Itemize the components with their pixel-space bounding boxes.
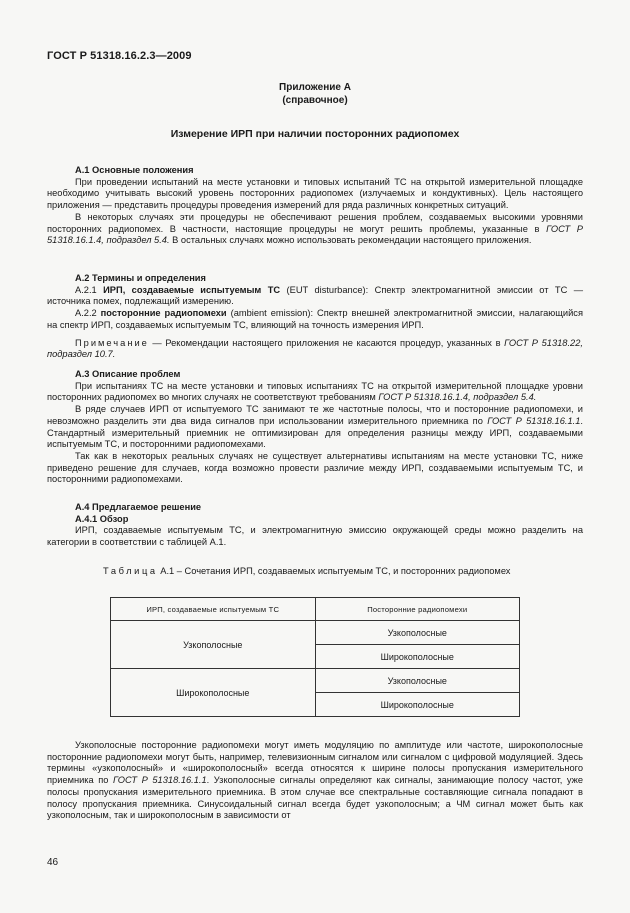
- section-heading: А.3 Описание проблем: [75, 369, 181, 379]
- table-cell: Узкополосные: [111, 621, 316, 669]
- table-caption: Таблица А.1 – Сочетания ИРП, создаваемых испытуемым ТС, и посторонних радиопомех: [103, 566, 511, 576]
- table-cell: Узкополосные: [315, 621, 520, 645]
- appendix-label: Приложение А: [279, 82, 351, 93]
- definition: А.2.2 посторонние радиопомехи (ambient emission): Спектр внешней электромагнитной эмиссии, налагающийся на спектр ИРП, создаваемых испытуемым ТС, влияющий на точность измерения ИРП.: [47, 308, 583, 330]
- section-heading: А.4 Предлагаемое решение: [75, 502, 202, 512]
- paragraph: ИРП, создаваемые испытуемым ТС, и электромагнитную эмиссию окружающей среды можно разделить на категории в соответствии с таблицей А.1.: [47, 525, 583, 548]
- reference: ГОСТ Р 51318.16.1.4, подраздел 5.4.: [378, 392, 537, 403]
- paragraph: В ряде случаев ИРП от испытуемого ТС занимают те же частотные полосы, что и посторонние радиопомехи, и невозможно разделить эти два вида сигналов при использовании измерительного приемника по ГОСТ Р 51318.16.1.1. Стандартный измерительный приемник не оптимизирован для определения разницы между ИРП, создаваемыми испытуемым ТС, и посторонними радиопомехами.: [47, 404, 583, 450]
- paragraph: Узкополосные посторонние радиопомехи могут иметь модуляцию по амплитуде или частоте, широкополосные посторонние радиопомехи могут быть, например, телевизионным сигналом или сигналом с цифровой модуляцией. Здесь термины «узкополосный» и «широкополосный» всегда относятся к ширине полосы пропускания измерительного приемника по ГОСТ Р 51318.16.1.1. Узкополосные сигналы определяют как сигналы, занимающие полосу частот, уже полосы пропускания измерительного приемника. В этом случае все спектральные составляющие сигнала попадают в полосу пропускания приемника. Синусоидальный сигнал всегда будет узкополосным; а ЧМ сигнал может быть как узкополосным, так и широкополосным в зависимости от: [47, 740, 584, 821]
- appendix-status: (справочное): [282, 95, 348, 106]
- note: Примечание — Рекомендации настоящего приложения не касаются процедур, указанных в ГОСТ Р 51318.22, подраздел 10.7.: [47, 337, 583, 360]
- standard-code: ГОСТ Р 51318.16.2.3—2009: [47, 50, 192, 62]
- reference: ГОСТ Р 51318.16.1.1: [113, 775, 207, 786]
- reference: ГОСТ Р 51318.16.1.4, подраздел 5.4.: [47, 223, 583, 246]
- term: посторонние радиопомехи: [100, 308, 227, 319]
- paragraph: Так как в некоторых реальных случаях не существует альтернативы испытаниям на месте установки ТС, ниже приведено решение для случаев, когда возможно провести различие между ИРП, создаваемыми испытуемым ТС, и посторонними радиопомехами.: [47, 450, 583, 485]
- definition: А.2.1 ИРП, создаваемые испытуемым ТС (EUT disturbance): Спектр электромагнитной эмиссии от ТС — источника помех, подлежащий измерению.: [47, 284, 584, 307]
- table-cell: Широкополосные: [315, 693, 520, 717]
- table-a1: [110, 597, 520, 717]
- section-a4: [47, 502, 583, 549]
- paragraph: При проведении испытаний на месте установки и типовых испытаний ТС на открытой измерительной площадке необходимо учитывать высокий уровень посторонних радиопомех (излучаемых и кондуктивных). Цель настоящего приложения — представить процедуры проведения измерений для ряда различных конкретных ситуаций.: [47, 176, 583, 211]
- final-paragraph-block: [47, 740, 583, 822]
- section-a2: [47, 273, 583, 361]
- table-cell: Узкополосные: [315, 669, 520, 693]
- table-cell: Широкополосные: [111, 669, 316, 717]
- reference: ГОСТ Р 51318.16.1.1: [487, 415, 581, 426]
- appendix-title: Измерение ИРП при наличии посторонних радиопомех: [170, 128, 460, 140]
- section-heading: А.1 Основные положения: [75, 165, 194, 175]
- column-header: Посторонние радиопомехи: [315, 598, 520, 621]
- table-cell: Широкополосные: [315, 645, 520, 669]
- term: ИРП, создаваемые испытуемым ТС: [103, 284, 281, 295]
- paragraph: В некоторых случаях эти процедуры не обеспечивают решения проблем, создаваемых высокими уровнями посторонних радиопомех. В частности, настоящие процедуры не могут решить проблемы, указанные в ГОСТ Р 51318.16.1.4, подраздел 5.4. В остальных случаях можно использовать рекомендации настоящего приложения.: [47, 211, 583, 246]
- column-header: ИРП, создаваемые испытуемым ТС: [111, 598, 316, 621]
- section-a1: [47, 165, 583, 247]
- paragraph: При испытаниях ТС на месте установки и типовых испытаниях ТС на открытой измерительной площадке уровни посторонних радиопомех во многих случаях не соответствуют требованиям ГОСТ Р 51318.16.1.4, подраздел 5.4.: [47, 380, 583, 403]
- section-a3: [47, 369, 583, 486]
- reference: ГОСТ Р 51318.22, подраздел 10.7.: [47, 337, 583, 360]
- subsection-heading: А.4.1 Обзор: [75, 513, 129, 524]
- section-heading: А.2 Термины и определения: [75, 273, 206, 283]
- page-number: 46: [47, 857, 59, 868]
